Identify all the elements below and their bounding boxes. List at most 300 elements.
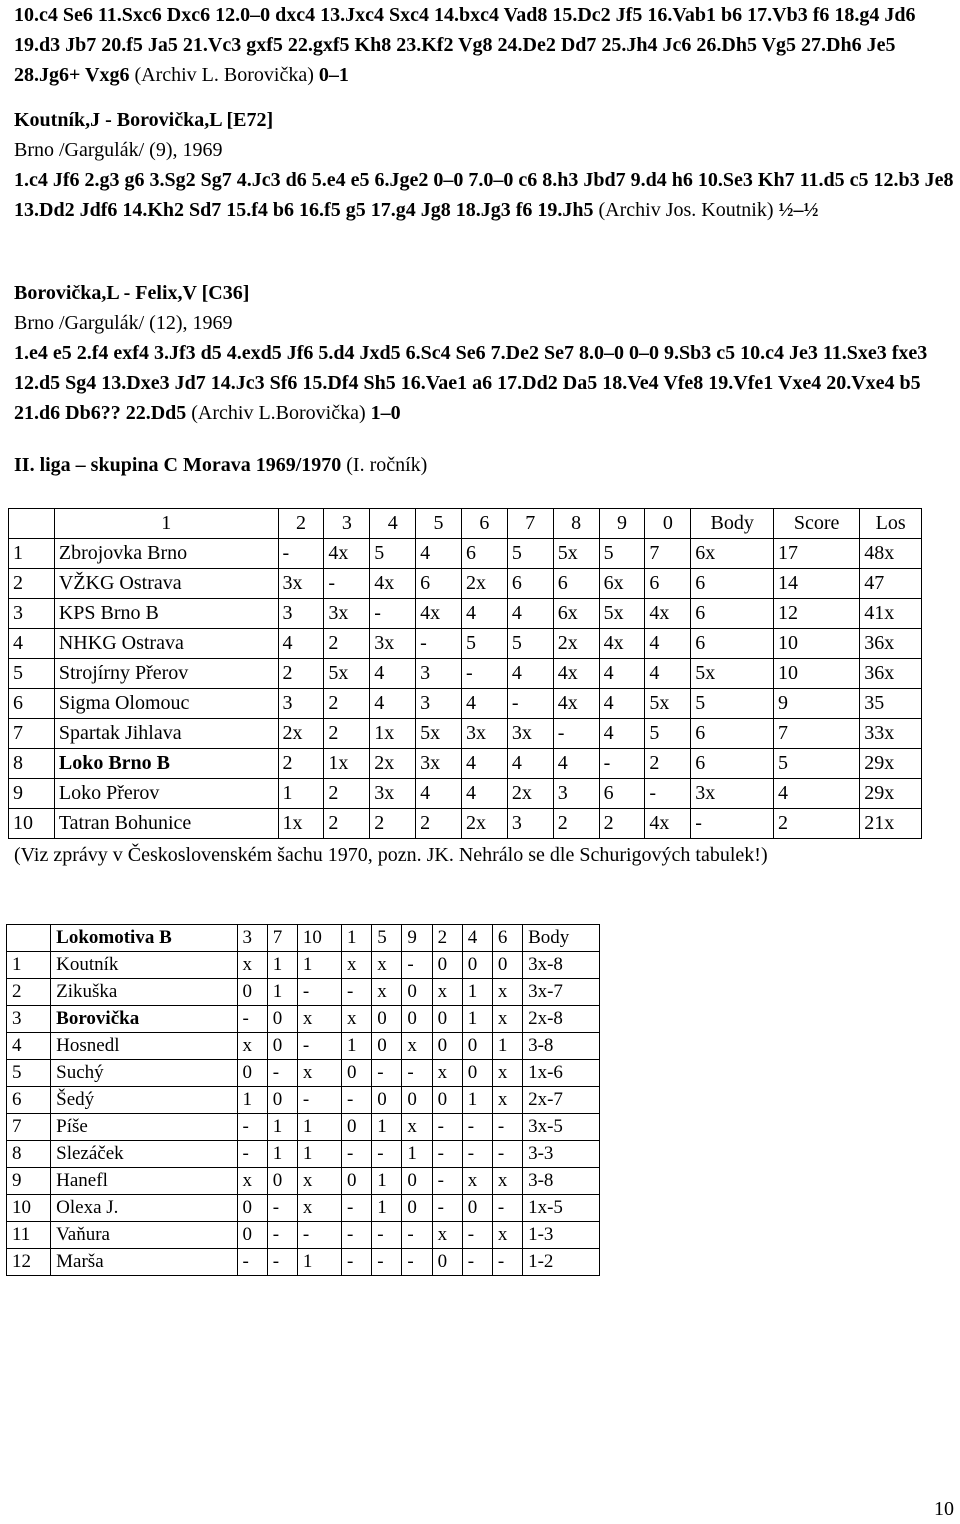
- loko-cell: 3: [237, 925, 267, 952]
- loko-row: [7, 1114, 600, 1141]
- loko-cell: 1: [267, 1114, 297, 1141]
- loko-cell: 10: [7, 1195, 51, 1222]
- loko-cell: 0: [267, 1033, 297, 1060]
- league-cell: 6: [691, 719, 774, 749]
- league-cell: 3: [278, 599, 324, 629]
- loko-cell: x: [372, 979, 402, 1006]
- league-cell: 8: [553, 509, 599, 539]
- loko-row: [7, 979, 600, 1006]
- loko-cell: 0: [402, 1168, 432, 1195]
- league-cell: -: [691, 809, 774, 839]
- league-cell: 1: [278, 779, 324, 809]
- league-cell: 4x: [553, 659, 599, 689]
- loko-cell: Slezáček: [51, 1141, 237, 1168]
- loko-cell: x: [432, 979, 462, 1006]
- league-cell: Score: [774, 509, 860, 539]
- league-cell: -: [507, 689, 553, 719]
- loko-cell: x: [297, 1195, 341, 1222]
- loko-row: [7, 1060, 600, 1087]
- league-cell: 4: [507, 659, 553, 689]
- league-cell: 4x: [370, 569, 416, 599]
- loko-cell: Koutník: [51, 952, 237, 979]
- loko-cell: 3x-8: [523, 952, 600, 979]
- league-cell: 6: [691, 569, 774, 599]
- league-cell: -: [416, 629, 462, 659]
- league-row: [9, 779, 922, 809]
- league-cell: 4: [461, 689, 507, 719]
- league-cell: 2: [645, 749, 691, 779]
- league-note: (Viz zprávy v Československém šachu 1970, pozn. JK. Nehrálo se dle Schurigových tabulek!): [14, 844, 768, 866]
- league-cell: Spartak Jihlava: [54, 719, 278, 749]
- loko-cell: -: [432, 1168, 462, 1195]
- loko-cell: 1: [402, 1141, 432, 1168]
- league-cell: 3x: [507, 719, 553, 749]
- league-cell: 14: [774, 569, 860, 599]
- loko-cell: 0: [237, 979, 267, 1006]
- loko-cell: -: [402, 1249, 432, 1276]
- loko-cell: 0: [462, 1060, 492, 1087]
- league-cell: 5: [774, 749, 860, 779]
- loko-cell: 0: [267, 1168, 297, 1195]
- loko-row: [7, 952, 600, 979]
- league-cell: 2: [599, 809, 645, 839]
- loko-cell: 0: [237, 1195, 267, 1222]
- loko-cell: 8: [7, 1141, 51, 1168]
- loko-cell: x: [462, 1168, 492, 1195]
- league-cell: 6x: [599, 569, 645, 599]
- league-row: [9, 629, 922, 659]
- loko-cell: -: [267, 1195, 297, 1222]
- loko-cell: 1: [372, 1195, 402, 1222]
- league-cell: 4: [507, 599, 553, 629]
- loko-cell: 0: [267, 1006, 297, 1033]
- loko-cell: -: [297, 1087, 341, 1114]
- league-table: [8, 508, 922, 839]
- league-title: [14, 450, 954, 480]
- league-cell: 4: [370, 509, 416, 539]
- league-header-row: [9, 509, 922, 539]
- loko-cell: Borovička: [51, 1006, 237, 1033]
- league-cell: 36x: [860, 629, 922, 659]
- league-cell: 4: [278, 629, 324, 659]
- loko-cell: -: [492, 1141, 522, 1168]
- page-number: 10: [934, 1498, 954, 1520]
- loko-cell: 0: [462, 1195, 492, 1222]
- game3-header: Borovička,L - Felix,V [C36]: [14, 282, 250, 304]
- league-cell: 6: [691, 629, 774, 659]
- loko-cell: 0: [402, 1006, 432, 1033]
- loko-cell: -: [237, 1249, 267, 1276]
- league-cell: Body: [691, 509, 774, 539]
- loko-cell: x: [402, 1114, 432, 1141]
- loko-cell: x: [432, 1222, 462, 1249]
- loko-cell: -: [462, 1114, 492, 1141]
- league-cell: 9: [774, 689, 860, 719]
- league-cell: 4: [645, 629, 691, 659]
- loko-cell: 0: [237, 1222, 267, 1249]
- league-cell: -: [645, 779, 691, 809]
- league-cell: 7: [645, 539, 691, 569]
- loko-cell: -: [372, 1060, 402, 1087]
- game1-result: 0–1: [318, 64, 349, 86]
- loko-cell: x: [342, 1006, 372, 1033]
- league-cell: 6: [691, 599, 774, 629]
- loko-cell: 1: [237, 1087, 267, 1114]
- game2-moves: 1.c4 Jf6 2.g3 g6 3.Sg2 Sg7 4.Jc3 d6 5.e4 e5 6.Jge2 0–0 7.0–0 c6 8.h3 Jbd7 9.d4 h6 10.Se3 Kh7 11.d5 c5 12.b3 Je8 13.Dd2 Jdf6 14.Kh2 Sd7 15.f4 b6 16.f5 g5 17.g4 Jg8 18.Jg3 f6 19.Jh5: [14, 169, 954, 221]
- league-cell: 4x: [645, 809, 691, 839]
- loko-cell: 12: [7, 1249, 51, 1276]
- league-cell: 5: [461, 629, 507, 659]
- league-cell: 2x: [461, 569, 507, 599]
- league-cell: 4x: [645, 599, 691, 629]
- loko-cell: x: [372, 952, 402, 979]
- league-cell: [9, 509, 55, 539]
- league-cell: 3: [416, 689, 462, 719]
- game1-moves-paragraph: [14, 0, 954, 90]
- league-cell: 2x: [507, 779, 553, 809]
- league-cell: 2x: [461, 809, 507, 839]
- loko-cell: Lokomotiva B: [51, 925, 237, 952]
- league-cell: -: [324, 569, 370, 599]
- loko-cell: -: [297, 979, 341, 1006]
- league-cell: 2: [278, 509, 324, 539]
- loko-cell: x: [402, 1033, 432, 1060]
- game2-result: ½–½: [778, 199, 819, 221]
- loko-cell: 10: [297, 925, 341, 952]
- loko-cell: 0: [372, 1006, 402, 1033]
- league-cell: 7: [507, 509, 553, 539]
- loko-cell: 1-3: [523, 1222, 600, 1249]
- loko-cell: 0: [432, 1033, 462, 1060]
- league-title-main: II. liga – skupina C Morava 1969/1970: [14, 454, 342, 476]
- loko-cell: 1: [267, 952, 297, 979]
- league-cell: 5x: [324, 659, 370, 689]
- loko-cell: 1: [297, 1114, 341, 1141]
- loko-cell: Olexa J.: [51, 1195, 237, 1222]
- league-cell: 4: [599, 659, 645, 689]
- league-cell: 4: [416, 539, 462, 569]
- loko-cell: 1: [462, 1087, 492, 1114]
- loko-cell: Vaňura: [51, 1222, 237, 1249]
- loko-row: [7, 1222, 600, 1249]
- league-cell: 6: [599, 779, 645, 809]
- loko-cell: 1: [372, 1168, 402, 1195]
- league-cell: 2: [324, 629, 370, 659]
- loko-cell: Zikuška: [51, 979, 237, 1006]
- loko-cell: -: [432, 1141, 462, 1168]
- game2-event: Brno /Gargulák/ (9), 1969: [14, 139, 223, 161]
- loko-cell: 1-2: [523, 1249, 600, 1276]
- league-cell: 29x: [860, 779, 922, 809]
- loko-cell: -: [297, 1222, 341, 1249]
- loko-cell: [7, 925, 51, 952]
- league-cell: 2: [278, 659, 324, 689]
- loko-cell: x: [297, 1006, 341, 1033]
- loko-cell: 2: [432, 925, 462, 952]
- game1-moves: 10.c4 Se6 11.Sxc6 Dxc6 12.0–0 dxc4 13.Jxc4 Sxc4 14.bxc4 Vad8 15.Dc2 Jf5 16.Vab1 b6 17.Vb3 f6 18.g4 Jd6 19.d3 Jb7 20.f5 Ja5 21.Vc3 gxf5 22.gxf5 Kh8 23.Kf2 Vg8 24.De2 Dd7 25.Jh4 Jc6 26.Dh5 Vg5 27.Dh6 Je5 28.Jg6+ Vxg6: [14, 4, 916, 86]
- league-cell: 4: [416, 779, 462, 809]
- loko-cell: Hosnedl: [51, 1033, 237, 1060]
- league-cell: Strojírny Přerov: [54, 659, 278, 689]
- league-row: [9, 539, 922, 569]
- loko-cell: 0: [492, 952, 522, 979]
- league-cell: -: [553, 719, 599, 749]
- league-cell: 3: [416, 659, 462, 689]
- loko-cell: Body: [523, 925, 600, 952]
- league-cell: 2: [278, 749, 324, 779]
- loko-cell: -: [372, 1222, 402, 1249]
- loko-cell: -: [402, 952, 432, 979]
- loko-cell: 0: [372, 1033, 402, 1060]
- loko-cell: 0: [342, 1114, 372, 1141]
- league-cell: 1: [9, 539, 55, 569]
- loko-cell: x: [492, 1060, 522, 1087]
- loko-cell: 1: [297, 952, 341, 979]
- league-cell: 6: [553, 569, 599, 599]
- league-cell: 3x: [416, 749, 462, 779]
- league-cell: 0: [645, 509, 691, 539]
- league-cell: 4: [461, 779, 507, 809]
- loko-row: [7, 1087, 600, 1114]
- loko-cell: -: [342, 1222, 372, 1249]
- league-cell: -: [370, 599, 416, 629]
- game3-result: 1–0: [370, 402, 401, 424]
- loko-cell: 2x-7: [523, 1087, 600, 1114]
- league-cell: 2x: [553, 629, 599, 659]
- loko-cell: 1: [372, 1114, 402, 1141]
- loko-cell: 0: [342, 1060, 372, 1087]
- league-cell: 4: [370, 659, 416, 689]
- loko-cell: -: [402, 1222, 432, 1249]
- loko-cell: -: [432, 1195, 462, 1222]
- loko-cell: 0: [342, 1168, 372, 1195]
- loko-row: [7, 1141, 600, 1168]
- league-cell: Loko Brno B: [54, 749, 278, 779]
- league-cell: 6: [9, 689, 55, 719]
- lokomotiva-table-body: [7, 925, 600, 1276]
- league-cell: 1: [54, 509, 278, 539]
- loko-cell: 6: [492, 925, 522, 952]
- loko-cell: 1: [297, 1249, 341, 1276]
- league-row: [9, 689, 922, 719]
- league-cell: 17: [774, 539, 860, 569]
- loko-cell: 7: [7, 1114, 51, 1141]
- league-cell: Los: [860, 509, 922, 539]
- loko-cell: x: [492, 1087, 522, 1114]
- loko-cell: -: [402, 1060, 432, 1087]
- loko-cell: 1x-6: [523, 1060, 600, 1087]
- loko-cell: 1: [267, 1141, 297, 1168]
- loko-cell: 5: [7, 1060, 51, 1087]
- league-cell: 4x: [599, 629, 645, 659]
- league-cell: -: [599, 749, 645, 779]
- loko-cell: 0: [432, 1249, 462, 1276]
- league-cell: 2: [370, 809, 416, 839]
- league-cell: 35: [860, 689, 922, 719]
- league-cell: 4x: [553, 689, 599, 719]
- league-cell: 3x: [691, 779, 774, 809]
- league-cell: 2x: [370, 749, 416, 779]
- league-cell: 2: [774, 809, 860, 839]
- loko-row: [7, 1249, 600, 1276]
- league-cell: 3x: [370, 629, 416, 659]
- league-cell: 6x: [691, 539, 774, 569]
- loko-cell: x: [237, 1033, 267, 1060]
- league-cell: 2: [324, 719, 370, 749]
- league-cell: -: [278, 539, 324, 569]
- league-cell: 4: [461, 599, 507, 629]
- league-cell: 3: [324, 509, 370, 539]
- league-cell: -: [461, 659, 507, 689]
- loko-cell: -: [297, 1033, 341, 1060]
- loko-cell: 2: [7, 979, 51, 1006]
- league-cell: 5: [370, 539, 416, 569]
- game3-moves: 1.e4 e5 2.f4 exf4 3.Jf3 d5 4.exd5 Jf6 5.d4 Jxd5 6.Sc4 Se6 7.De2 Se7 8.0–0 0–0 9.Sb3 c5 10.c4 Je3 11.Sxe3 fxe3 12.d5 Sg4 13.Dxe3 Jd7 14.Jc3 Sf6 15.Df4 Sh5 16.Vae1 a6 17.Dd2 Da5 18.Ve4 Vfe8 19.Vfe1 Vxe4 20.Vxe4 b5 21.d6 Db6?? 22.Dd5: [14, 342, 928, 424]
- loko-cell: x: [237, 1168, 267, 1195]
- league-cell: 29x: [860, 749, 922, 779]
- loko-cell: x: [492, 979, 522, 1006]
- league-cell: 10: [774, 659, 860, 689]
- league-cell: 3: [278, 689, 324, 719]
- league-cell: NHKG Ostrava: [54, 629, 278, 659]
- league-cell: 4: [553, 749, 599, 779]
- league-cell: 4: [645, 659, 691, 689]
- loko-row: [7, 1195, 600, 1222]
- league-cell: Zbrojovka Brno: [54, 539, 278, 569]
- league-cell: 10: [774, 629, 860, 659]
- league-cell: 6: [691, 749, 774, 779]
- loko-cell: -: [492, 1195, 522, 1222]
- loko-cell: 1: [342, 1033, 372, 1060]
- loko-cell: 9: [7, 1168, 51, 1195]
- league-row: [9, 749, 922, 779]
- game1-archive: (Archiv L. Borovička): [134, 64, 314, 86]
- loko-cell: 7: [267, 925, 297, 952]
- loko-cell: -: [237, 1141, 267, 1168]
- loko-row: [7, 1168, 600, 1195]
- loko-cell: x: [237, 952, 267, 979]
- loko-cell: -: [342, 979, 372, 1006]
- loko-cell: x: [342, 952, 372, 979]
- league-cell: 12: [774, 599, 860, 629]
- loko-cell: 1: [462, 1006, 492, 1033]
- league-cell: 4: [599, 689, 645, 719]
- loko-cell: 2x-8: [523, 1006, 600, 1033]
- league-cell: Tatran Bohunice: [54, 809, 278, 839]
- league-table-body: [9, 509, 922, 839]
- game3-archive: (Archiv L.Borovička): [191, 402, 366, 424]
- loko-cell: -: [492, 1249, 522, 1276]
- loko-cell: x: [297, 1060, 341, 1087]
- league-row: [9, 599, 922, 629]
- loko-cell: Píše: [51, 1114, 237, 1141]
- loko-row: [7, 1006, 600, 1033]
- league-cell: 6: [461, 509, 507, 539]
- league-cell: 7: [774, 719, 860, 749]
- loko-cell: 1x-5: [523, 1195, 600, 1222]
- loko-cell: -: [342, 1195, 372, 1222]
- league-cell: 1x: [370, 719, 416, 749]
- loko-cell: 0: [237, 1060, 267, 1087]
- loko-cell: 0: [402, 1087, 432, 1114]
- league-cell: 5x: [599, 599, 645, 629]
- league-cell: 6: [461, 539, 507, 569]
- loko-cell: 1: [267, 979, 297, 1006]
- league-cell: 5x: [691, 659, 774, 689]
- league-row: [9, 809, 922, 839]
- league-cell: VŽKG Ostrava: [54, 569, 278, 599]
- league-cell: KPS Brno B: [54, 599, 278, 629]
- league-cell: 3x: [370, 779, 416, 809]
- loko-cell: Hanefl: [51, 1168, 237, 1195]
- loko-cell: 0: [402, 979, 432, 1006]
- loko-cell: 1: [462, 979, 492, 1006]
- loko-cell: 0: [432, 952, 462, 979]
- lokomotiva-table: [6, 924, 600, 1276]
- league-cell: 3: [9, 599, 55, 629]
- league-cell: 6: [645, 569, 691, 599]
- loko-cell: 3-8: [523, 1168, 600, 1195]
- league-cell: 9: [599, 509, 645, 539]
- league-cell: 5: [507, 539, 553, 569]
- loko-cell: -: [372, 1249, 402, 1276]
- league-cell: 21x: [860, 809, 922, 839]
- league-cell: 4: [774, 779, 860, 809]
- loko-cell: -: [342, 1249, 372, 1276]
- loko-cell: Suchý: [51, 1060, 237, 1087]
- league-cell: 47: [860, 569, 922, 599]
- game3-moves-paragraph: [14, 338, 954, 428]
- loko-cell: 0: [462, 1033, 492, 1060]
- loko-cell: -: [237, 1114, 267, 1141]
- league-cell: 2: [324, 689, 370, 719]
- loko-cell: 1: [342, 925, 372, 952]
- league-cell: 2: [324, 809, 370, 839]
- league-cell: 3x: [278, 569, 324, 599]
- league-cell: 1x: [278, 809, 324, 839]
- league-cell: 5x: [645, 689, 691, 719]
- loko-cell: -: [237, 1006, 267, 1033]
- loko-cell: -: [462, 1222, 492, 1249]
- league-cell: 41x: [860, 599, 922, 629]
- league-cell: 5: [645, 719, 691, 749]
- league-cell: 5: [9, 659, 55, 689]
- game3-event: Brno /Gargulák/ (12), 1969: [14, 312, 233, 334]
- league-cell: 9: [9, 779, 55, 809]
- loko-cell: 0: [267, 1087, 297, 1114]
- league-cell: 4: [9, 629, 55, 659]
- league-row: [9, 569, 922, 599]
- loko-cell: 3: [7, 1006, 51, 1033]
- league-cell: 3x: [324, 599, 370, 629]
- league-row: [9, 719, 922, 749]
- league-cell: 2: [553, 809, 599, 839]
- loko-cell: -: [342, 1141, 372, 1168]
- league-cell: 3: [507, 809, 553, 839]
- league-cell: 7: [9, 719, 55, 749]
- loko-cell: 3-8: [523, 1033, 600, 1060]
- league-cell: 10: [9, 809, 55, 839]
- loko-cell: 5: [372, 925, 402, 952]
- league-cell: 4: [507, 749, 553, 779]
- league-cell: 2: [9, 569, 55, 599]
- league-cell: 2: [416, 809, 462, 839]
- league-cell: 4x: [324, 539, 370, 569]
- league-row: [9, 659, 922, 689]
- loko-cell: 4: [7, 1033, 51, 1060]
- league-cell: Loko Přerov: [54, 779, 278, 809]
- league-cell: 5: [416, 509, 462, 539]
